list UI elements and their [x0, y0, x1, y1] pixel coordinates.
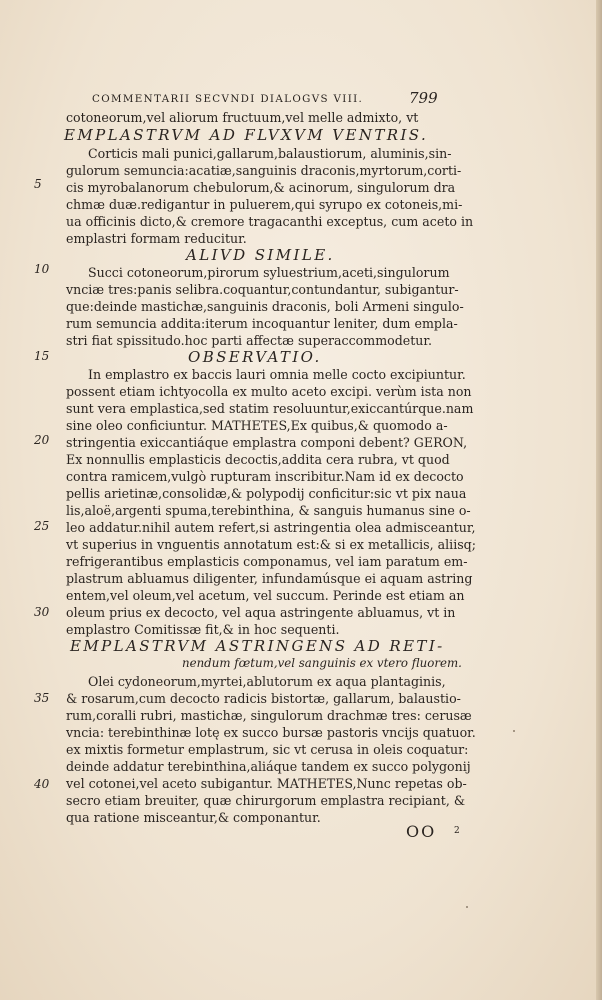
- text-line: contra ramicem,vulgò rupturam inscribitur.Nam id ex decocto: [66, 469, 464, 484]
- text-line: stringentia exiccantiáque emplastra componi debent? GERON,: [66, 435, 468, 450]
- signature-mark: OO: [406, 822, 437, 841]
- text-line: In emplastro ex baccis lauri omnia melle cocto excipiuntur.: [88, 367, 466, 382]
- page-number: 799: [409, 89, 438, 107]
- section-heading: EMPLASTRVM ASTRINGENS AD RETI-: [70, 637, 445, 655]
- text-line: cotoneorum,vel aliorum fructuum,vel melle admixto, vt: [66, 110, 419, 125]
- text-line: gulorum semuncia:acatiæ,sanguinis draconis,myrtorum,corti-: [66, 163, 462, 178]
- line-number: 20: [34, 433, 50, 447]
- text-line: deinde addatur terebinthina,aliáque tandem ex succo polygonij: [66, 759, 471, 774]
- text-line: emplastro Comitissæ fit,& in hoc sequenti.: [66, 622, 340, 637]
- line-number: 25: [34, 519, 50, 533]
- section-heading: OBSERVATIO.: [188, 348, 322, 366]
- signature-number: 2: [454, 826, 460, 836]
- line-number: 40: [34, 777, 50, 791]
- text-line: vt superius in vnguentis annotatum est:& si ex metallicis, aliisq;: [66, 537, 476, 552]
- text-line: plastrum abluamus diligenter, infundamúsque ei aquam astring: [66, 571, 473, 586]
- text-line: secro etiam breuiter, quæ chirurgorum emplastra recipiant, &: [66, 793, 466, 808]
- text-line: leo addatur.nihil autem refert,si astringentia olea admisceantur,: [66, 520, 476, 535]
- text-line: rum semuncia addita:iterum incoquantur leniter, dum empla-: [66, 316, 458, 331]
- line-number: 10: [34, 262, 50, 276]
- text-line: lis,aloë,argenti spuma,terebinthina, & sanguis humanus sine o-: [66, 503, 471, 518]
- text-line: possent etiam ichtyocolla ex multo aceto excipi. verùm ista non: [66, 384, 472, 399]
- text-line: pellis arietinæ,consolidæ,& polypodij conficitur:sic vt pix naua: [66, 486, 467, 501]
- page-edge: [596, 0, 602, 1000]
- line-number: 5: [34, 177, 42, 191]
- text-line: vnciæ tres:panis selibra.coquantur,contundantur, subigantur-: [66, 282, 459, 297]
- text-line: Olei cydoneorum,myrtei,ablutorum ex aqua plantaginis,: [88, 674, 446, 689]
- paper-spot: [466, 906, 468, 908]
- line-number: 15: [34, 349, 50, 363]
- text-line: refrigerantibus emplasticis componamus, vel iam paratum em-: [66, 554, 468, 569]
- text-line: Ex nonnullis emplasticis decoctis,addita cera rubra, vt quod: [66, 452, 450, 467]
- text-line: sine oleo conficiuntur. MATHETES,Ex quibus,& quomodo a-: [66, 418, 448, 433]
- text-line: stri fiat spissitudo.hoc parti affectæ superaccommodetur.: [66, 333, 433, 348]
- text-line: & rosarum,cum decocto radicis bistortæ, gallarum, balaustio-: [66, 691, 461, 706]
- text-line: ex mixtis formetur emplastrum, sic vt cerusa in oleis coquatur:: [66, 742, 469, 757]
- running-head: COMMENTARII SECVNDI DIALOGVS VIII.: [92, 93, 364, 105]
- text-line: vel cotonei,vel aceto subigantur. MATHETES,Nunc repetas ob-: [66, 776, 467, 791]
- line-number: 35: [34, 691, 50, 705]
- text-line: chmæ duæ.redigantur in puluerem,qui syrupo ex cotoneis,mi-: [66, 197, 463, 212]
- text-line: que:deinde mastichæ,sanguinis draconis, boli Armeni singulo-: [66, 299, 464, 314]
- paper-spot: [513, 730, 515, 732]
- text-line: entem,vel oleum,vel acetum, vel succum. Perinde est etiam an: [66, 588, 465, 603]
- text-line: cis myrobalanorum chebulorum,& acinorum, singulorum dra: [66, 180, 456, 195]
- text-line: Corticis mali punici,gallarum,balaustiorum, aluminis,sin-: [88, 146, 452, 161]
- text-line: qua ratione misceantur,& componantur.: [66, 810, 321, 825]
- text-line: Succi cotoneorum,pirorum syluestrium,aceti,singulorum: [88, 265, 450, 280]
- section-heading: ALIVD SIMILE.: [186, 246, 335, 264]
- text-line: ua officinis dicto,& cremore tragacanthi exceptus, cum aceto in: [66, 214, 474, 229]
- line-number: 30: [34, 605, 50, 619]
- section-heading: EMPLASTRVM AD FLVXVM VENTRIS.: [64, 126, 429, 144]
- text-line: sunt vera emplastica,sed statim resoluuntur,exiccantúrque.nam: [66, 401, 474, 416]
- text-line: oleum prius ex decocto, vel aqua astringente abluamus, vt in: [66, 605, 456, 620]
- text-line: vncia: terebinthinæ lotę ex succo bursæ pastoris vncijs quatuor.: [66, 725, 476, 740]
- text-line: rum,coralli rubri, mastichæ, singulorum drachmæ tres: cerusæ: [66, 708, 472, 723]
- text-line: emplastri formam reducitur.: [66, 231, 247, 246]
- section-subheading: nendum fœtum,vel sanguinis ex vtero fluorem.: [182, 656, 462, 670]
